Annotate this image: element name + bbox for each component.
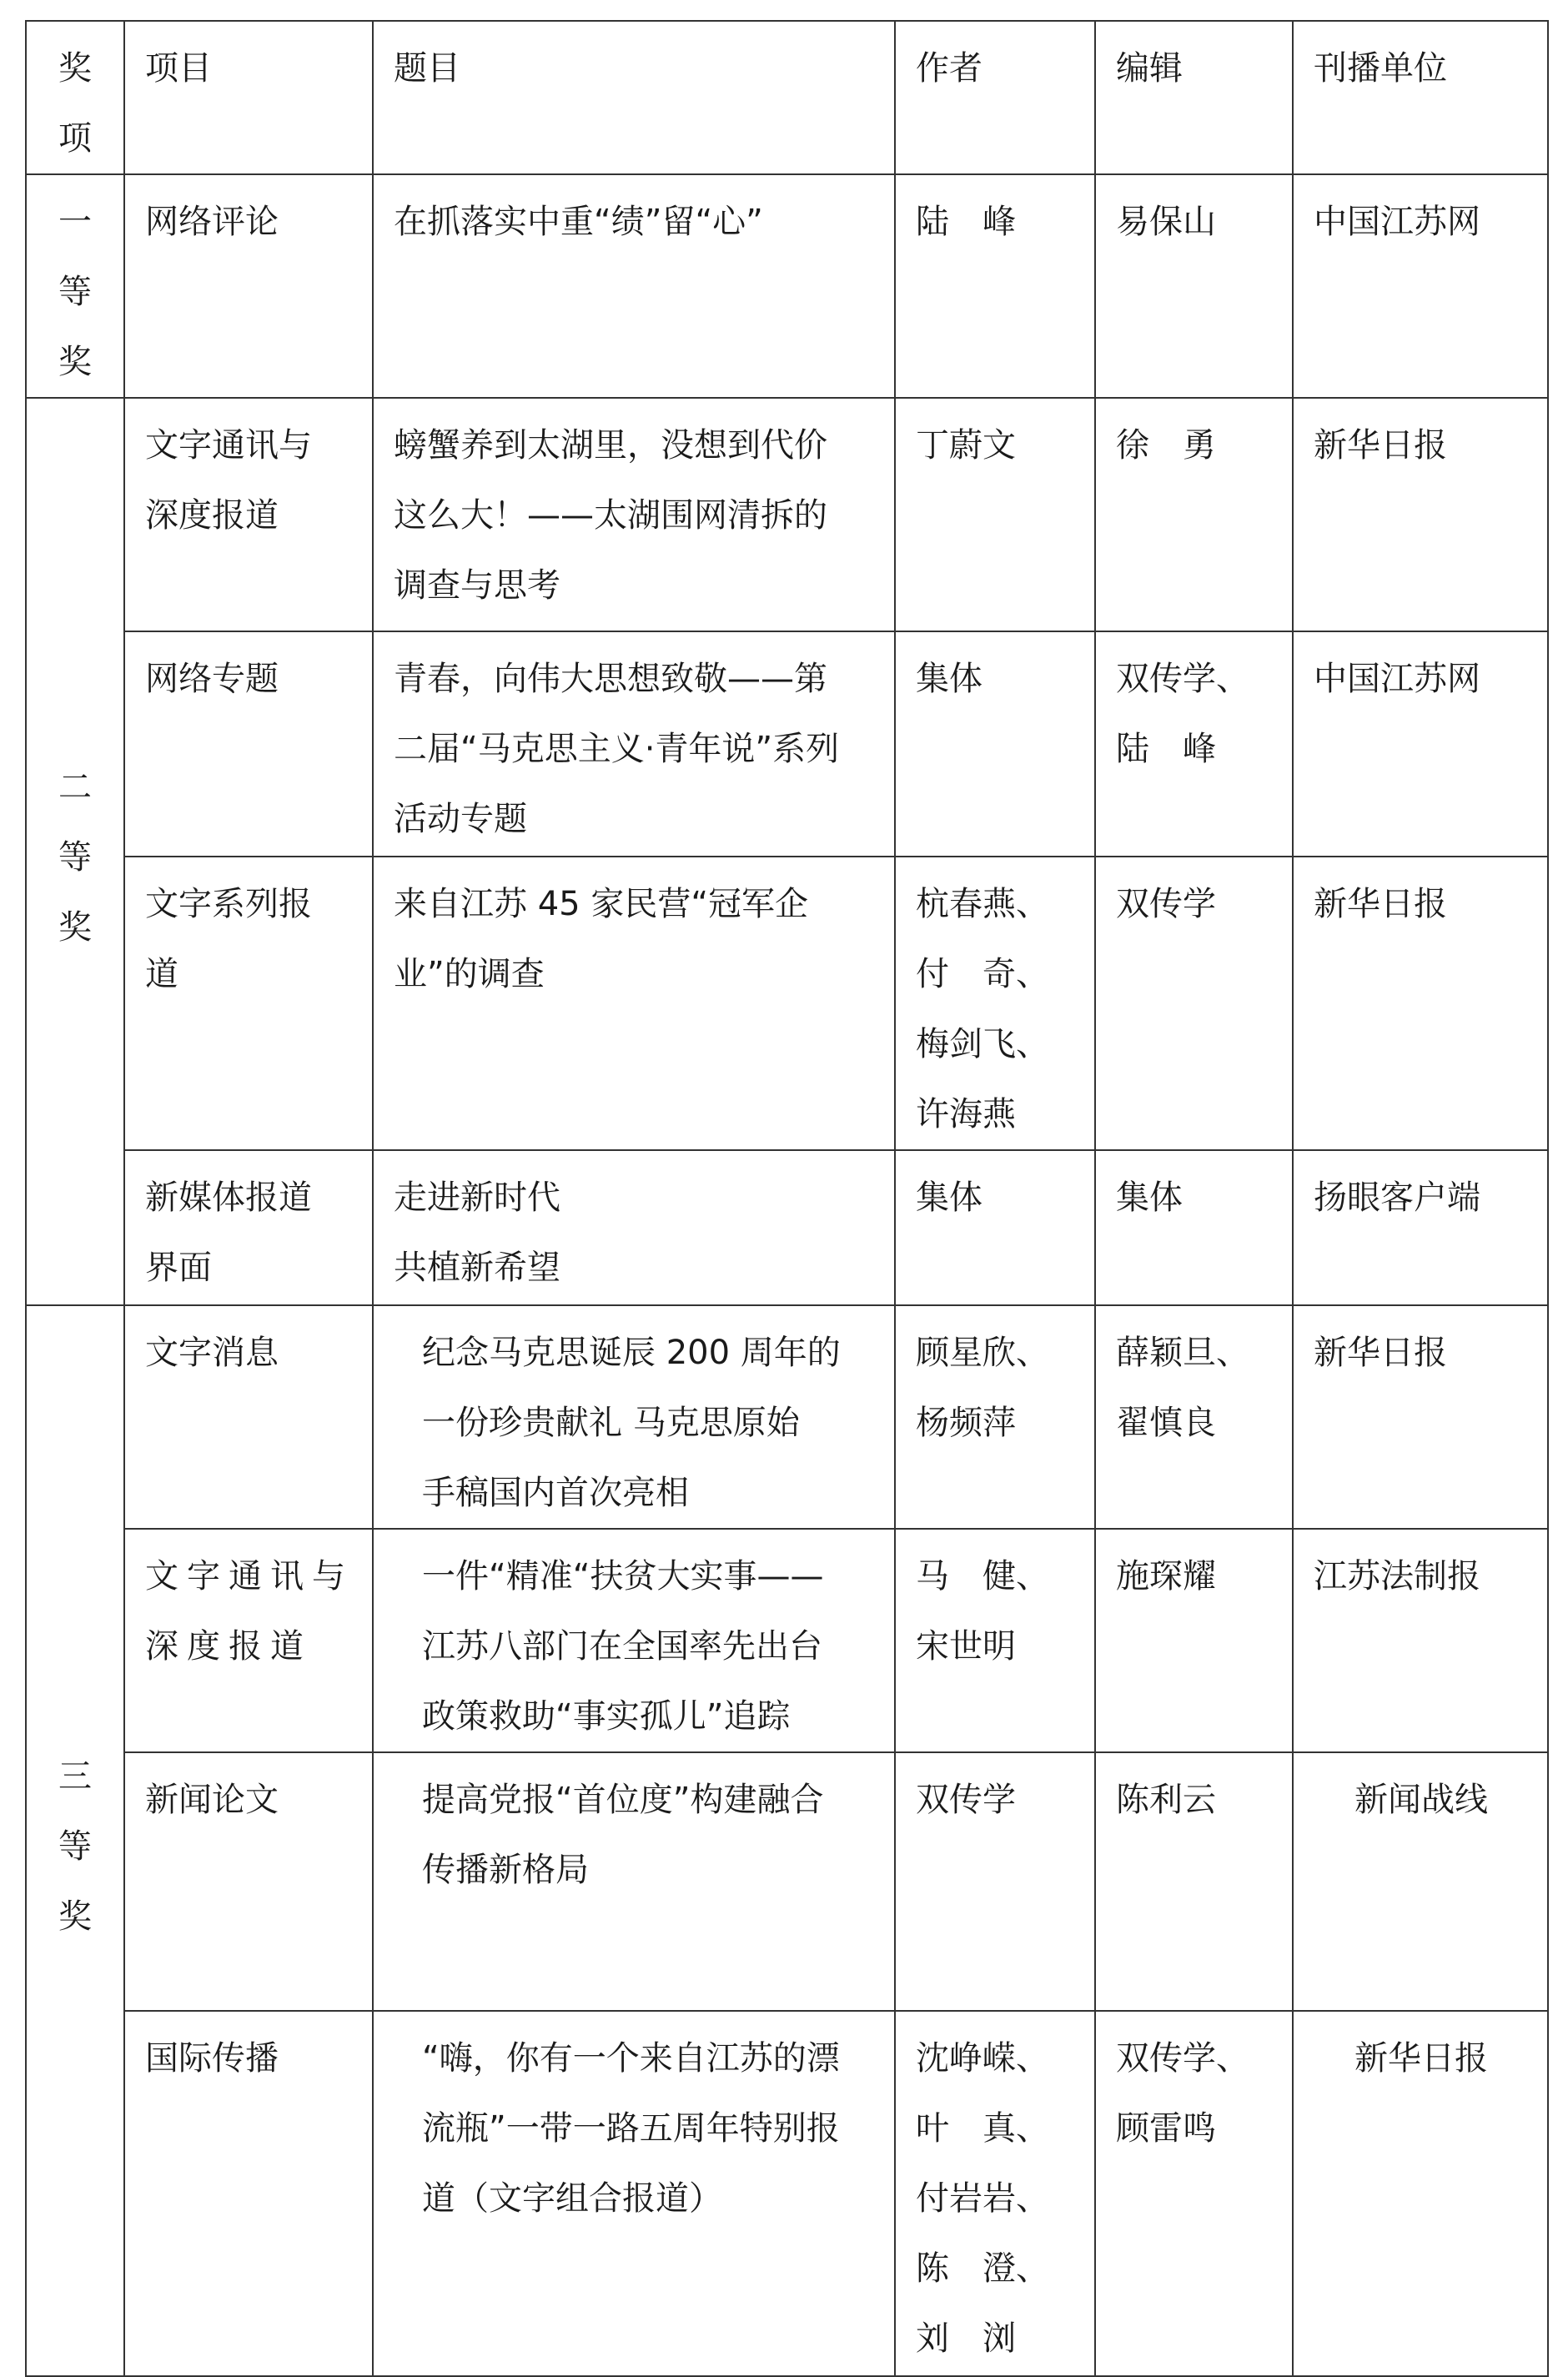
cell-item: 网络评论 xyxy=(124,174,373,398)
award-level-third: 三 等 奖 xyxy=(26,1305,124,2376)
header-author: 作者 xyxy=(895,21,1095,174)
cell-author: 丁蔚文 xyxy=(895,398,1095,631)
header-unit: 刊播单位 xyxy=(1293,21,1548,174)
cell-author: 陆 峰 xyxy=(895,174,1095,398)
cell-title: 青春，向伟大思想致敬——第 二届“马克思主义·青年说”系列 活动专题 xyxy=(373,631,895,857)
cell-unit: 新华日报 xyxy=(1293,2011,1548,2376)
cell-title: 提高党报“首位度”构建融合 传播新格局 xyxy=(373,1752,895,2011)
cell-unit: 新华日报 xyxy=(1293,1305,1548,1529)
table-row xyxy=(26,1529,1548,1752)
cell-editor: 施琛耀 xyxy=(1095,1529,1293,1752)
cell-unit: 中国江苏网 xyxy=(1293,174,1548,398)
table-row xyxy=(26,174,1548,398)
award-level-second: 二 等 奖 xyxy=(26,398,124,1305)
header-award: 奖 项 xyxy=(26,21,124,174)
cell-item: 文字消息 xyxy=(124,1305,373,1529)
cell-title: 一件“精准“扶贫大实事—— 江苏八部门在全国率先出台 政策救助“事实孤儿”追踪 xyxy=(373,1529,895,1752)
cell-editor: 薛颖旦、 翟慎良 xyxy=(1095,1305,1293,1529)
cell-editor: 双传学、 顾雷鸣 xyxy=(1095,2011,1293,2376)
cell-unit: 中国江苏网 xyxy=(1293,631,1548,857)
cell-item: 文字系列报 道 xyxy=(124,857,373,1150)
cell-title: 来自江苏 45 家民营“冠军企 业”的调查 xyxy=(373,857,895,1150)
cell-editor: 陈利云 xyxy=(1095,1752,1293,2011)
cell-author: 顾星欣、 杨频萍 xyxy=(895,1305,1095,1529)
table-row xyxy=(26,857,1548,1150)
cell-item: 网络专题 xyxy=(124,631,373,857)
cell-author: 沈峥嵘、 叶 真、 付岩岩、 陈 澄、 刘 浏 xyxy=(895,2011,1095,2376)
cell-editor: 双传学、 陆 峰 xyxy=(1095,631,1293,857)
cell-item: 新媒体报道 界面 xyxy=(124,1150,373,1305)
table-row xyxy=(26,631,1548,857)
cell-author: 杭春燕、 付 奇、 梅剑飞、 许海燕 xyxy=(895,857,1095,1150)
cell-item: 国际传播 xyxy=(124,2011,373,2376)
cell-item: 文字通讯与 深度报道 xyxy=(124,1529,373,1752)
cell-author: 集体 xyxy=(895,631,1095,857)
header-item: 项目 xyxy=(124,21,373,174)
cell-unit: 新华日报 xyxy=(1293,398,1548,631)
header-title: 题目 xyxy=(373,21,895,174)
cell-author: 双传学 xyxy=(895,1752,1095,2011)
cell-editor: 双传学 xyxy=(1095,857,1293,1150)
cell-item: 新闻论文 xyxy=(124,1752,373,2011)
award-level-first: 一 等 奖 xyxy=(26,174,124,398)
cell-title: 走进新时代 共植新希望 xyxy=(373,1150,895,1305)
header-row xyxy=(26,21,1548,174)
cell-editor: 集体 xyxy=(1095,1150,1293,1305)
cell-editor: 易保山 xyxy=(1095,174,1293,398)
cell-unit: 扬眼客户端 xyxy=(1293,1150,1548,1305)
cell-unit: 江苏法制报 xyxy=(1293,1529,1548,1752)
cell-editor: 徐 勇 xyxy=(1095,398,1293,631)
cell-unit: 新闻战线 xyxy=(1293,1752,1548,2011)
cell-title: 在抓落实中重“绩”留“心” xyxy=(373,174,895,398)
table-row xyxy=(26,1150,1548,1305)
cell-title: 螃蟹养到太湖里，没想到代价 这么大！——太湖围网清拆的 调查与思考 xyxy=(373,398,895,631)
table-row xyxy=(26,1305,1548,1529)
table-row xyxy=(26,2011,1548,2376)
table-row xyxy=(26,1752,1548,2011)
cell-item: 文字通讯与 深度报道 xyxy=(124,398,373,631)
cell-title: “嗨，你有一个来自江苏的漂 流瓶”一带一路五周年特别报 道（文字组合报道） xyxy=(373,2011,895,2376)
header-editor: 编辑 xyxy=(1095,21,1293,174)
cell-unit: 新华日报 xyxy=(1293,857,1548,1150)
cell-author: 集体 xyxy=(895,1150,1095,1305)
cell-author: 马 健、 宋世明 xyxy=(895,1529,1095,1752)
cell-title: 纪念马克思诞辰 200 周年的 一份珍贵献礼 马克思原始 手稿国内首次亮相 xyxy=(373,1305,895,1529)
awards-table xyxy=(25,20,1549,2377)
table-row xyxy=(26,398,1548,631)
